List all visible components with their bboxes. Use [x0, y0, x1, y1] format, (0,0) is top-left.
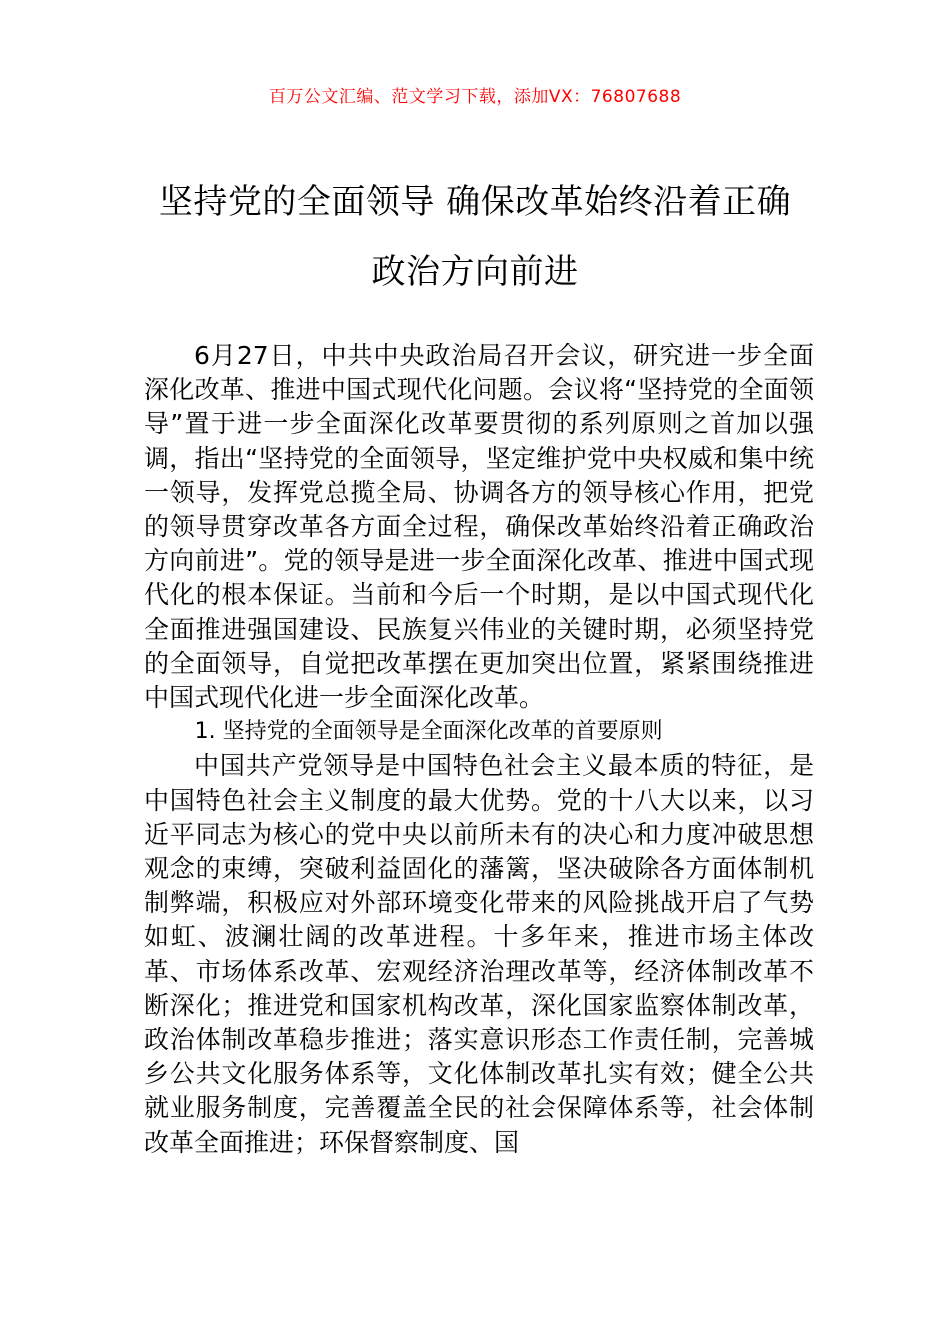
watermark-header-note: 百万公文汇编、范文学习下载，添加VX：76807688: [268, 87, 682, 107]
document-body: [144, 339, 814, 1160]
paragraph-section-1: 中国共产党领导是中国特色社会主义最本质的特征，是中国特色社会主义制度的最大优势。党的十八大以来，以习近平同志为核心的党中央以前所未有的决心和力度冲破思想观念的束缚，突破利益固化的藩篱，坚决破除各方面体制机制弊端，积极应对外部环境变化带来的风险挑战开启了气势如虹、波澜壮阔的改革进程。十多年来，推进市场主体改革、市场体系改革、宏观经济治理改革等，经济体制改革不断深化；推进党和国家机构改革，深化国家监察体制改革，政治体制改革稳步推进；落实意识形态工作责任制，完善城乡公共文化服务体系等，文化体制改革扎实有效；健全公共就业服务制度，完善覆盖全民的社会保障体系等，社会体制改革全面推进；环保督察制度、国: [144, 751, 814, 1157]
document-title-line-2: 政治方向前进: [371, 252, 579, 292]
section-heading-1: 1. 坚持党的全面领导是全面深化改革的首要原则: [194, 719, 663, 745]
paragraph-intro: 6月27日，中共中央政治局召开会议，研究进一步全面深化改革、推进中国式现代化问题。会议将“坚持党的全面领导”置于进一步全面深化改革要贯彻的系列原则之首加以强调，指出“坚持党的全面领导，坚定维护党中央权威和集中统一领导，发挥党总揽全局、协调各方的领导核心作用，把党的领导贯穿改革各方面全过程，确保改革始终沿着正确政治方向前进”。党的领导是进一步全面深化改革、推进中国式现代化的根本保证。当前和今后一个时期，是以中国式现代化全面推进强国建设、民族复兴伟业的关键时期，必须坚持党的全面领导，自觉把改革摆在更加突出位置，紧紧围绕推进中国式现代化进一步全面深化改革。: [144, 341, 814, 713]
document-title-line-1: 坚持党的全面领导 确保改革始终沿着正确: [158, 182, 792, 222]
